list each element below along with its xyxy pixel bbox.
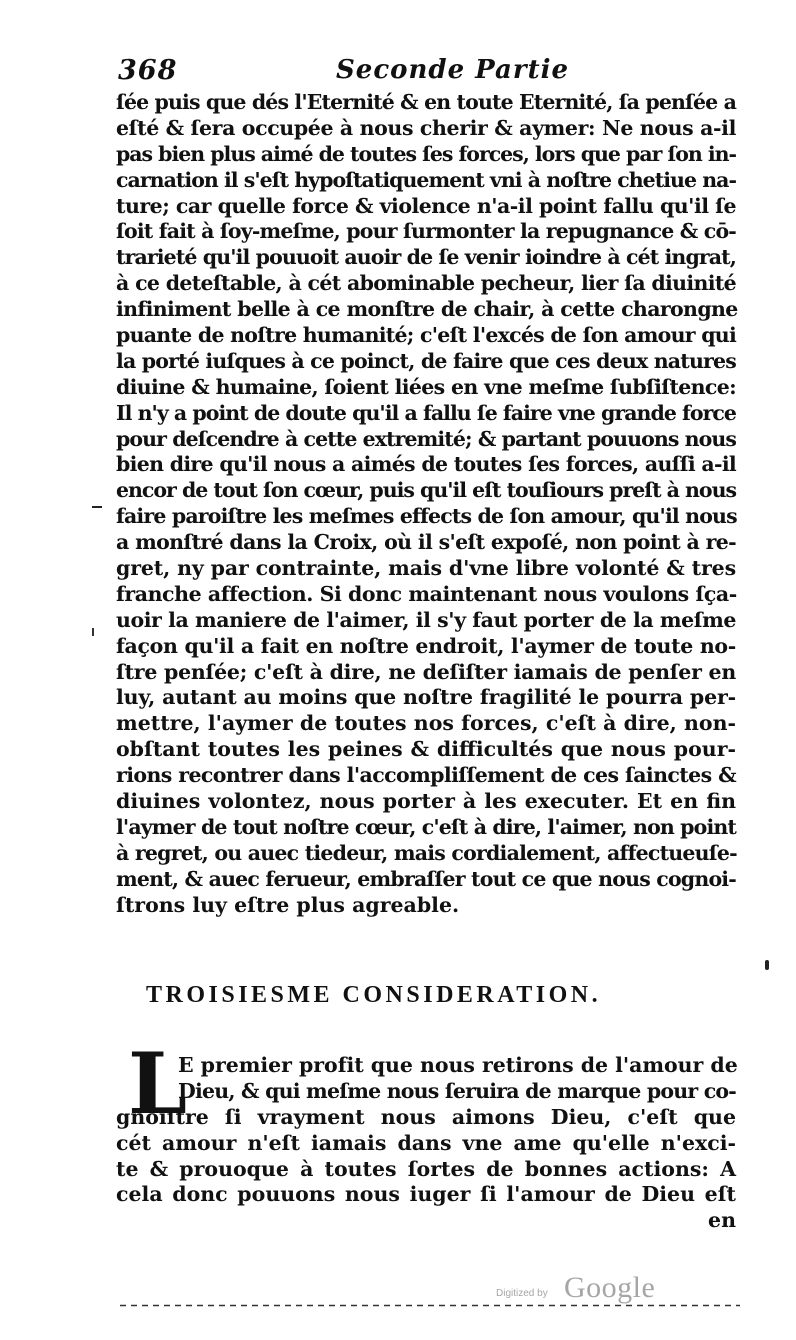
- text-line: bien dire qu'il nous a aimés de toutes ſes forces, auſſi a-il: [116, 452, 736, 477]
- margin-dash-mark: [92, 506, 102, 508]
- text-line: pour deſcendre à cette extremité; & partant pouuons nous: [116, 426, 736, 451]
- text-line: E premier profit que nous retirons de l'amour de: [178, 1053, 738, 1077]
- text-line: encor de tout ſon cœur, puis qu'il eſt touſiours preſt à nous: [116, 478, 736, 503]
- text-line: rions recontrer dans l'accompliſſement de ces ſainctes &: [116, 763, 736, 788]
- watermark-caption: Digitized by: [496, 1288, 548, 1299]
- text-line: diuines volontez, nous porter à les executer. Et en fin: [116, 789, 736, 814]
- paragraph-1: [116, 90, 736, 919]
- text-line: obſtant toutes les peines & difficultés que nous pour-: [116, 737, 736, 762]
- digitized-watermark: [496, 1273, 696, 1313]
- text-line: ſtre penſée; c'eſt à dire, ne deſiſter iamais de penſer en: [116, 659, 736, 684]
- text-line: façon qu'il a fait en noſtre endroit, l'aymer de toute no-: [116, 633, 736, 658]
- text-line: luy, autant au moins que noſtre fragilité le pourra per-: [116, 685, 736, 710]
- text-line: infiniment belle à ce monſtre de chair, à cette charongne: [116, 297, 738, 322]
- text-line: ture; car quelle force & violence n'a-il point fallu qu'il ſe: [116, 193, 736, 218]
- text-line: franche affection. Si donc maintenant nous voulons ſça-: [116, 581, 737, 606]
- text-line: pas bien plus aimé de toutes ſes forces, lors que par ſon in-: [116, 141, 736, 166]
- running-head: [118, 55, 738, 89]
- text-line: uoir la maniere de l'aimer, il s'y faut porter de la meſme: [116, 607, 736, 632]
- text-line: te & prouoque à toutes ſortes de bonnes actions: A: [116, 1156, 736, 1181]
- text-line: ſée puis que dés l'Eternité & en toute Eternité, ſa penſée a: [116, 90, 736, 114]
- text-line: cét amour n'eſt iamais dans vne ame qu'elle n'exci-: [116, 1130, 736, 1155]
- drop-cap: L: [128, 1034, 188, 1133]
- text-line: l'aymer de tout noſtre cœur, c'eſt à dire, l'aimer, non point: [116, 814, 736, 839]
- section-heading: TROISIESME CONSIDERATION.: [146, 982, 602, 1008]
- paragraph-2: [116, 1034, 738, 1234]
- text-line: à ce deteſtable, à cét abominable pecheur, lier ſa diuinité: [116, 271, 736, 296]
- watermark-logo: Google: [564, 1271, 656, 1304]
- running-title: Seconde Partie: [336, 55, 569, 85]
- text-line: a monſtré dans la Croix, où il s'eſt expoſé, non point à re-: [116, 530, 736, 555]
- text-line: faire paroiſtre les meſmes effects de ſon amour, qu'il nous: [116, 504, 737, 529]
- text-line: Dieu, & qui meſme nous ſeruira de marque pour co-: [178, 1078, 736, 1103]
- text-line: gnoiſtre ſi vrayment nous aimons Dieu, c'eſt que: [116, 1104, 736, 1129]
- text-line: eſté & ſera occupée à nous cherir & aymer: Ne nous a-il: [116, 115, 736, 140]
- text-line: trarieté qu'il pouuoit auoir de ſe venir ioindre à cét ingrat,: [116, 245, 737, 270]
- bottom-dotted-rule: [120, 1304, 740, 1307]
- catchword: en: [708, 1208, 736, 1233]
- text-line: puante de noſtre humanité; c'eſt l'excés de ſon amour qui: [116, 323, 736, 348]
- text-line: gret, ny par contrainte, mais d'vne libre volonté & tres: [116, 556, 736, 581]
- text-line: carnation il s'eſt hypoſtatiquement vni à noſtre chetiue na-: [116, 167, 736, 192]
- text-line: Il n'y a point de doute qu'il a fallu ſe faire vne grande force: [116, 400, 736, 425]
- margin-dot-mark: [765, 960, 769, 970]
- text-line: ſoit fait à ſoy-meſme, pour ſurmonter la repugnance & cō-: [116, 219, 736, 244]
- text-line: diuine & humaine, ſoient liées en vne meſme ſubſiſtence:: [116, 374, 736, 399]
- text-line: ment, & auec ferueur, embraſſer tout ce que nous cognoi-: [116, 866, 736, 891]
- text-line: mettre, l'aymer de toutes nos forces, c'eſt à dire, non-: [116, 711, 736, 736]
- text-line: cela donc pouuons nous iuger ſi l'amour de Dieu eſt: [116, 1182, 736, 1207]
- margin-tick-mark: [92, 628, 94, 636]
- text-line: la porté iuſques à ce poinct, de faire que ces deux natures: [116, 348, 736, 373]
- text-line: à regret, ou auec tiedeur, mais cordialement, affectueuſe-: [116, 840, 737, 865]
- text-line: ſtrons luy eſtre plus agreable.: [116, 892, 460, 917]
- page-number: 368: [118, 55, 178, 86]
